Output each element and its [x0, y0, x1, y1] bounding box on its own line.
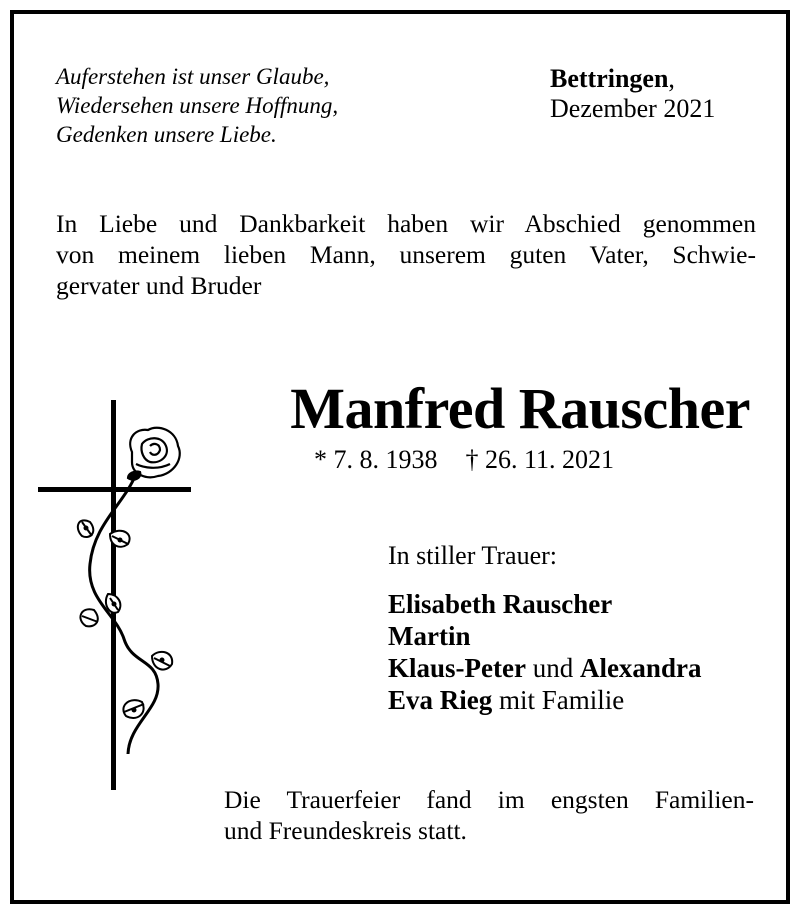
life-dates: [314, 444, 614, 476]
intro-line: gervater und Bruder: [56, 271, 262, 300]
place-date: [550, 64, 715, 124]
deceased-name: Manfred Rauscher: [290, 376, 750, 441]
mourner-suffix: mit Familie: [492, 685, 625, 715]
intro-line: In Liebe und Dankbarkeit haben wir Abschied genommen: [56, 209, 756, 238]
birth-date: * 7. 8. 1938: [314, 445, 438, 474]
mourner-name: Eva Rieg: [388, 685, 493, 715]
mourner-name: Klaus-Peter: [388, 653, 526, 683]
motto-line: Gedenken unsere Liebe.: [56, 122, 277, 147]
mourner-line: [388, 684, 701, 716]
intro-text: [56, 208, 756, 301]
intro-line: von meinem lieben Mann, unserem guten Vater, Schwie-: [56, 240, 756, 269]
death-date: † 26. 11. 2021: [465, 445, 615, 474]
motto: [56, 62, 338, 149]
service-line: und Freundeskreis statt.: [224, 816, 467, 845]
mourner-line: [388, 652, 701, 684]
service-line: Die Trauerfeier fand im engsten Familien-: [224, 785, 754, 814]
motto-line: Wiedersehen unsere Hoffnung,: [56, 93, 339, 118]
mourning-heading: In stiller Trauer:: [388, 541, 557, 570]
mourner-name: Martin: [388, 621, 471, 651]
mourner-line: [388, 620, 701, 652]
town-comma: ,: [668, 64, 675, 93]
mourner-connector: und: [525, 653, 580, 683]
mourner-line: [388, 588, 701, 620]
town-name: Bettringen: [550, 64, 669, 93]
mourner-name: Alexandra: [579, 653, 702, 683]
service-note: [224, 784, 754, 846]
cross-with-rose-icon: [24, 394, 204, 799]
mourner-name: Elisabeth Rauscher: [388, 589, 613, 619]
notice-date: Dezember 2021: [550, 94, 716, 123]
motto-line: Auferstehen ist unser Glaube,: [56, 64, 330, 89]
obituary-notice: [10, 10, 790, 904]
mourner-list: [388, 588, 701, 716]
